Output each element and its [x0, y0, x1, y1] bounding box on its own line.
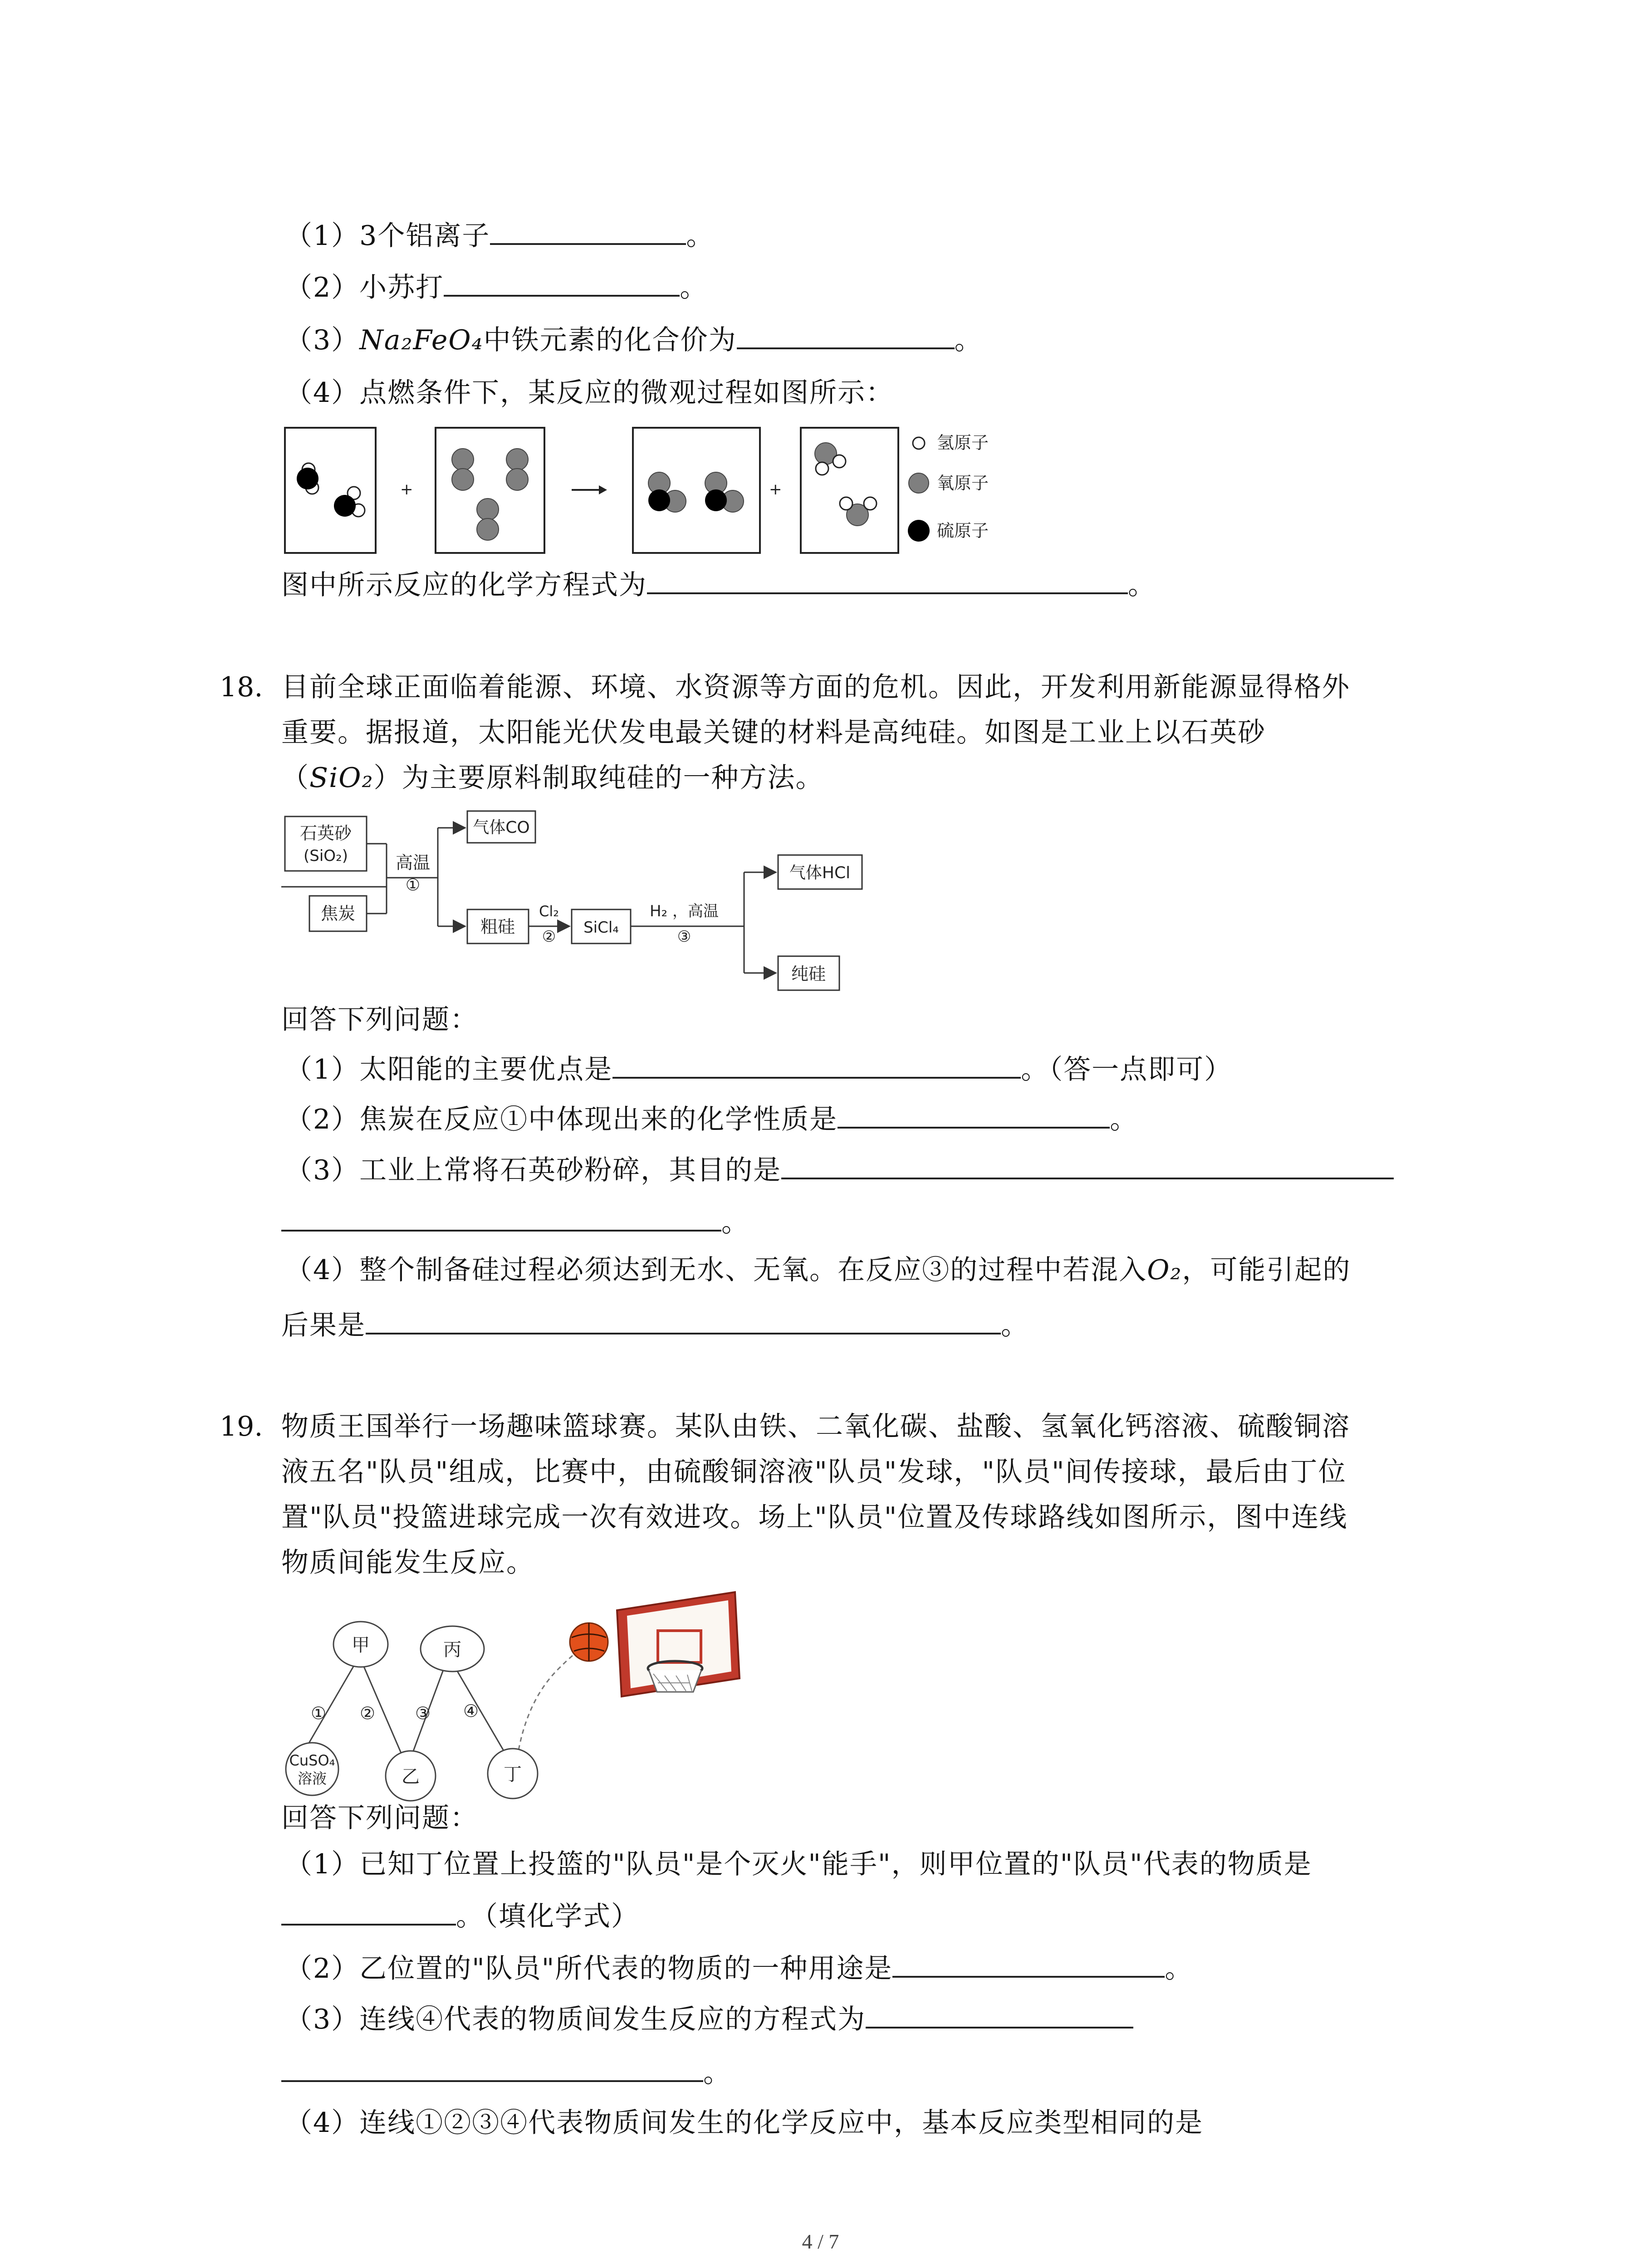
reaction-arrow — [572, 485, 607, 494]
q18-answer-prompt: 回答下列问题： — [281, 1004, 478, 1036]
svg-text:硫原子: 硫原子 — [937, 521, 989, 541]
o2-molecule — [506, 449, 528, 490]
q19-intro-line3: 置"队员"投篮进球完成一次有效进攻。场上"队员"位置及传球路线如图所示，图中连线 — [281, 1501, 1348, 1533]
q17-item3-formula: Na₂FeO₄ — [359, 324, 484, 356]
svg-text:CuSO₄: CuSO₄ — [289, 1752, 335, 1769]
reactant-box-1 — [285, 428, 376, 553]
q17-item1-label: （1）3个铝离子 — [285, 220, 490, 252]
q18-item3-cont: 。 — [281, 1204, 749, 1241]
q18-sio2-formula: SiO₂ — [309, 762, 374, 794]
q18-number: 18. — [220, 671, 263, 703]
q19-item3-answer-blank-2[interactable] — [281, 2055, 703, 2082]
q17-item2-answer-blank[interactable] — [444, 269, 680, 297]
q19-item3-cont: 。 — [281, 2055, 731, 2091]
q19-item1-answer-blank[interactable] — [281, 1898, 456, 1926]
q19-basketball-diagram — [281, 1588, 749, 1805]
plus-sign: + — [769, 480, 782, 499]
svg-text:乙: 乙 — [402, 1766, 420, 1787]
link-1-line — [302, 1658, 358, 1755]
link-4-line — [451, 1661, 510, 1762]
legend-oxygen — [909, 473, 989, 493]
svg-text:高温: 高温 — [395, 853, 431, 873]
q19-item1: （1）已知丁位置上投篮的"队员"是个灭火"能手"，则甲位置的"队员"代表的物质是 — [285, 1848, 1312, 1880]
svg-text:H₂ ，高温: H₂ ，高温 — [649, 902, 719, 920]
svg-text:粗硅: 粗硅 — [480, 917, 515, 937]
svg-text:甲: 甲 — [352, 1635, 370, 1656]
basketball-icon — [570, 1623, 608, 1661]
svg-text:焦炭: 焦炭 — [320, 904, 356, 924]
q18-item4-answer-blank[interactable] — [366, 1307, 1001, 1334]
svg-text:②: ② — [542, 928, 556, 946]
svg-text:④: ④ — [463, 1701, 479, 1721]
q17-item3-answer-blank[interactable] — [737, 322, 955, 349]
legend-sulfur — [908, 520, 989, 542]
q19-answer-prompt: 回答下列问题： — [281, 1802, 478, 1834]
q19-item1-cont: 。（填化学式） — [281, 1898, 639, 1935]
plus-sign: + — [400, 480, 413, 499]
q17-item1-answer-blank[interactable] — [490, 218, 686, 245]
svg-text:丁: 丁 — [504, 1764, 522, 1785]
q18-item3-answer-blank-1[interactable] — [781, 1152, 1394, 1179]
page-number: 4 / 7 — [802, 2230, 839, 2253]
h2o-molecule — [815, 443, 846, 475]
svg-text:氢原子: 氢原子 — [937, 433, 989, 453]
q17-equation-answer-blank[interactable] — [647, 567, 1128, 594]
q18-item4-cont: 后果是 。 — [281, 1307, 1029, 1344]
o2-molecule — [452, 449, 474, 490]
basketball-hoop-icon — [617, 1592, 740, 1696]
q17-item1: （1）3个铝离子 。 — [285, 218, 714, 254]
svg-text:(SiO₂): (SiO₂) — [304, 847, 348, 865]
shot-path — [517, 1649, 581, 1758]
so2-molecule — [705, 472, 744, 512]
q19-intro-line1: 物质王国举行一场趣味篮球赛。某队由铁、二氧化碳、盐酸、氢氧化钙溶液、硫酸铜溶 — [281, 1411, 1350, 1442]
q18-item3: （3）工业上常将石英砂粉碎，其目的是 — [285, 1152, 1394, 1188]
svg-text:丙: 丙 — [443, 1639, 461, 1660]
q17-item3: （3）Na₂FeO₄中铁元素的化合价为 。 — [285, 322, 983, 358]
q18-intro-line2: 重要。据报道，太阳能光伏发电最关键的材料是高纯硅。如图是工业上以石英砂 — [281, 717, 1266, 748]
q19-intro-line2: 液五名"队员"组成，比赛中，由硫酸铜溶液"队员"发球，"队员"间传接球，最后由丁位 — [281, 1456, 1347, 1488]
o2-molecule — [477, 499, 499, 540]
q17-equation: 图中所示反应的化学方程式为 。 — [281, 567, 1156, 603]
q17-item4: （4）点燃条件下，某反应的微观过程如图所示： — [285, 377, 894, 409]
q18-item2-answer-blank[interactable] — [838, 1101, 1110, 1129]
legend-hydrogen — [913, 433, 989, 453]
svg-text:溶液: 溶液 — [297, 1770, 327, 1787]
so2-molecule — [648, 472, 686, 512]
q18-o2-formula: O₂ — [1147, 1254, 1182, 1286]
q18-item1: （1）太阳能的主要优点是 。（答一点即可） — [285, 1051, 1232, 1088]
svg-text:Cl₂: Cl₂ — [539, 903, 559, 920]
q18-item2: （2）焦炭在反应①中体现出来的化学性质是 。 — [285, 1101, 1138, 1138]
svg-text:①: ① — [310, 1703, 327, 1723]
q19-item2-answer-blank[interactable] — [892, 1950, 1165, 1978]
svg-text:③: ③ — [415, 1703, 431, 1723]
q19-item3-answer-blank-1[interactable] — [866, 2001, 1133, 2028]
svg-text:①: ① — [405, 876, 421, 894]
svg-text:氧原子: 氧原子 — [937, 473, 989, 493]
svg-text:③: ③ — [677, 928, 691, 946]
h2s-molecule — [297, 463, 318, 494]
svg-text:石英砂: 石英砂 — [299, 823, 352, 843]
q18-item4: （4）整个制备硅过程必须达到无水、无氧。在反应③的过程中若混入O₂，可能引起的 — [285, 1254, 1351, 1286]
q19-intro-line4: 物质间能发生反应。 — [281, 1547, 534, 1579]
svg-text:SiCl₄: SiCl₄ — [583, 919, 619, 937]
h2o-molecule — [840, 497, 877, 526]
q17-reaction-diagram — [281, 424, 1053, 560]
node-cuso4 — [286, 1743, 338, 1795]
q18-item1-answer-blank[interactable] — [612, 1051, 1021, 1079]
svg-text:②: ② — [359, 1703, 376, 1723]
q17-item2: （2）小苏打 。 — [285, 269, 708, 306]
q17-item2-label: （2）小苏打 — [285, 272, 444, 303]
q19-item4: （4）连线①②③④代表物质间发生的化学反应中，基本反应类型相同的是 — [285, 2107, 1204, 2139]
svg-text:纯硅: 纯硅 — [791, 964, 826, 984]
product-box-2 — [801, 428, 898, 553]
q18-intro-line1: 目前全球正面临着能源、环境、水资源等方面的危机。因此，开发利用新能源显得格外 — [281, 671, 1350, 703]
q19-item3: （3）连线④代表的物质间发生反应的方程式为 — [285, 2001, 1133, 2038]
svg-text:气体CO: 气体CO — [473, 818, 530, 837]
svg-text:气体HCl: 气体HCl — [789, 864, 851, 882]
q19-number: 19. — [220, 1411, 263, 1442]
h2s-molecule — [334, 487, 365, 517]
q18-intro-line3: （SiO₂）为主要原料制取纯硅的一种方法。 — [281, 762, 824, 794]
q19-item2: （2）乙位置的"队员"所代表的物质的一种用途是 。 — [285, 1950, 1193, 1987]
q18-process-diagram — [281, 807, 907, 998]
q18-item3-answer-blank-2[interactable] — [281, 1204, 721, 1232]
